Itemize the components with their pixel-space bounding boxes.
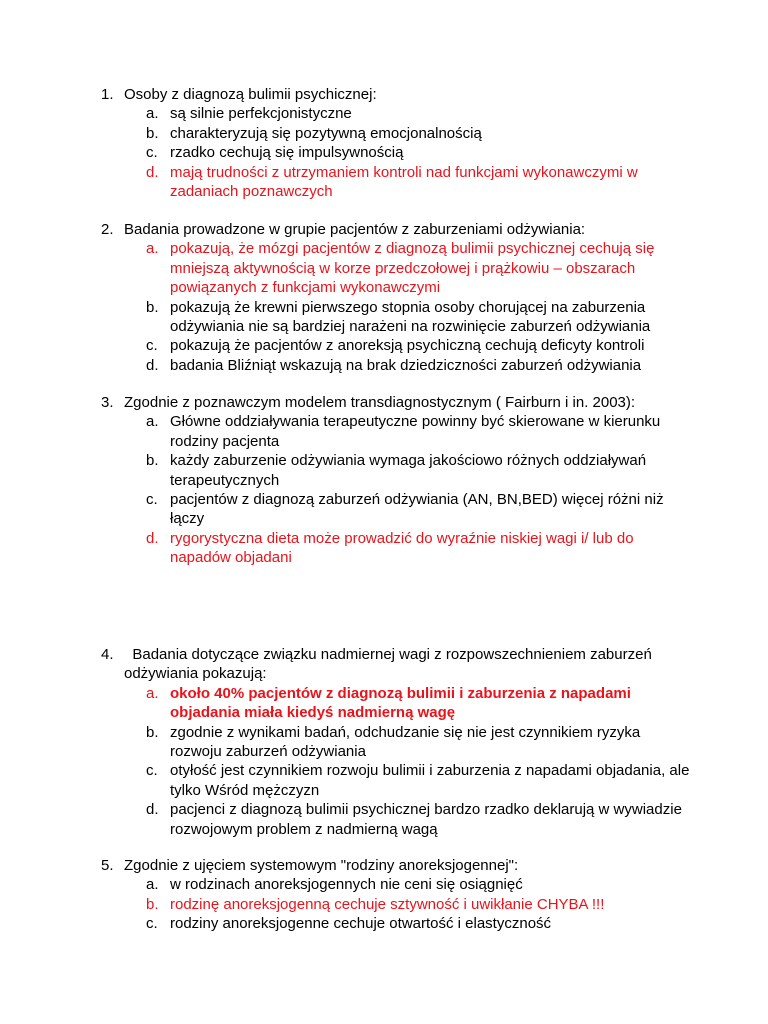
option-letter: b. bbox=[146, 452, 159, 470]
answer-option bbox=[146, 914, 691, 933]
answer-option bbox=[146, 723, 691, 762]
option-letter: c. bbox=[146, 762, 158, 780]
option-text: w rodzinach anoreksjogennych nie ceni się osiągnięć bbox=[170, 876, 523, 894]
question-stem: Badania dotyczące związku nadmiernej wagi z rozpowszechnieniem zaburzeń odżywiania pokazują: bbox=[124, 646, 656, 683]
answer-option bbox=[146, 412, 691, 451]
option-text: rodziny anoreksjogenne cechuje otwartość i elastyczność bbox=[170, 915, 552, 933]
option-text: rygorystyczna dieta może prowadzić do wyraźnie niskiej wagi i/ lub do napadów objadani bbox=[170, 529, 634, 567]
option-letter: b. bbox=[146, 298, 159, 316]
option-text: pacjentów z diagnozą zaburzeń odżywiania (AN, BN,BED) więcej różni niż łączy bbox=[170, 491, 664, 528]
question-2 bbox=[101, 220, 691, 375]
option-letter: a. bbox=[146, 413, 159, 431]
answer-option bbox=[146, 356, 691, 375]
option-letter: d. bbox=[146, 801, 159, 819]
answer-option-highlighted bbox=[146, 895, 691, 914]
question-stem: Zgodnie z ujęciem systemowym "rodziny anoreksjogennej": bbox=[124, 857, 519, 874]
question-number: 2. bbox=[101, 221, 114, 238]
option-letter: c. bbox=[146, 144, 158, 162]
option-text: są silnie perfekcjonistyczne bbox=[170, 105, 352, 123]
option-letter: c. bbox=[146, 915, 158, 933]
question-number: 3. bbox=[101, 394, 114, 411]
option-letter: d. bbox=[146, 356, 159, 374]
question-number: 5. bbox=[101, 857, 114, 874]
option-letter: c. bbox=[146, 491, 158, 509]
option-letter: d. bbox=[146, 163, 159, 181]
option-text: każdy zaburzenie odżywiania wymaga jakościowo różnych oddziaływań terapeutycznych bbox=[170, 452, 647, 489]
answer-option bbox=[146, 124, 691, 143]
question-stem: Badania prowadzone w grupie pacjentów z zaburzeniami odżywiania: bbox=[124, 221, 586, 238]
option-letter: a. bbox=[146, 684, 159, 702]
option-text: rodzinę anoreksjogenną cechuje sztywność i uwikłanie CHYBA !!! bbox=[170, 895, 605, 913]
option-text: pokazują, że mózgi pacjentów z diagnozą bulimii psychicznej cechują się mniejszą aktywnością w korze przedczołowej i prążkowiu – obszarach powiązanych z funkcjami wykonawczymi bbox=[170, 240, 655, 297]
option-text: Główne oddziaływania terapeutyczne powinny być skierowane w kierunku rodziny pacjenta bbox=[170, 413, 661, 450]
option-letter: a. bbox=[146, 240, 159, 258]
option-text: pacjenci z diagnozą bulimii psychicznej bardzo rzadko deklarują w wywiadzie rozwojowym problem z nadmierną wagą bbox=[170, 801, 682, 838]
answer-option bbox=[146, 761, 691, 800]
answer-option bbox=[146, 143, 691, 162]
question-number: 1. bbox=[101, 86, 114, 103]
option-text: pokazują że krewni pierwszego stopnia osoby chorującej na zaburzenia odżywiania nie są bardziej narażeni na rozwinięcie zaburzeń odżywiania bbox=[170, 298, 651, 336]
answer-option-highlighted bbox=[146, 529, 691, 568]
answer-option bbox=[146, 800, 691, 839]
answer-option bbox=[146, 875, 691, 894]
option-text: pokazują że pacjentów z anoreksją psychiczną cechują deficyty kontroli bbox=[170, 337, 645, 355]
option-text: rzadko cechują się impulsywnością bbox=[170, 144, 404, 162]
answer-option bbox=[146, 336, 691, 355]
option-letter: b. bbox=[146, 895, 159, 913]
question-5 bbox=[101, 856, 691, 934]
option-text: otyłość jest czynnikiem rozwoju bulimii i zaburzenia z napadami objadania, ale tylko Wśród mężczyzn bbox=[170, 762, 690, 799]
answer-option bbox=[146, 104, 691, 123]
option-text: mają trudności z utrzymaniem kontroli nad funkcjami wykonawczymi w zadaniach poznawczych bbox=[170, 163, 638, 201]
question-4 bbox=[101, 645, 691, 839]
option-text: około 40% pacjentów z diagnozą bulimii i zaburzenia z napadami objadania miała kiedyś nadmierną wagę bbox=[170, 684, 631, 722]
answer-option bbox=[146, 298, 691, 337]
option-letter: a. bbox=[146, 105, 159, 123]
option-letter: c. bbox=[146, 337, 158, 355]
question-stem: Osoby z diagnozą bulimii psychicznej: bbox=[124, 86, 377, 103]
answer-option-highlighted bbox=[146, 684, 691, 723]
answer-option bbox=[146, 451, 691, 490]
option-text: zgodnie z wynikami badań, odchudzanie się nie jest czynnikiem ryzyka rozwoju zaburzeń odżywiania bbox=[170, 723, 641, 761]
option-letter: b. bbox=[146, 723, 159, 741]
answer-option-highlighted bbox=[146, 239, 691, 297]
question-3 bbox=[101, 393, 691, 568]
option-letter: a. bbox=[146, 876, 159, 894]
option-letter: b. bbox=[146, 124, 159, 142]
question-stem: Zgodnie z poznawczym modelem transdiagnostycznym ( Fairburn i in. 2003): bbox=[124, 394, 636, 411]
option-letter: d. bbox=[146, 529, 159, 547]
question-1 bbox=[101, 85, 691, 201]
answer-option-highlighted bbox=[146, 163, 691, 202]
option-text: charakteryzują się pozytywną emocjonalnością bbox=[170, 124, 482, 142]
option-text: badania Bliźniąt wskazują na brak dziedziczności zaburzeń odżywiania bbox=[170, 356, 642, 374]
question-number: 4. bbox=[101, 646, 114, 663]
answer-option bbox=[146, 490, 691, 529]
